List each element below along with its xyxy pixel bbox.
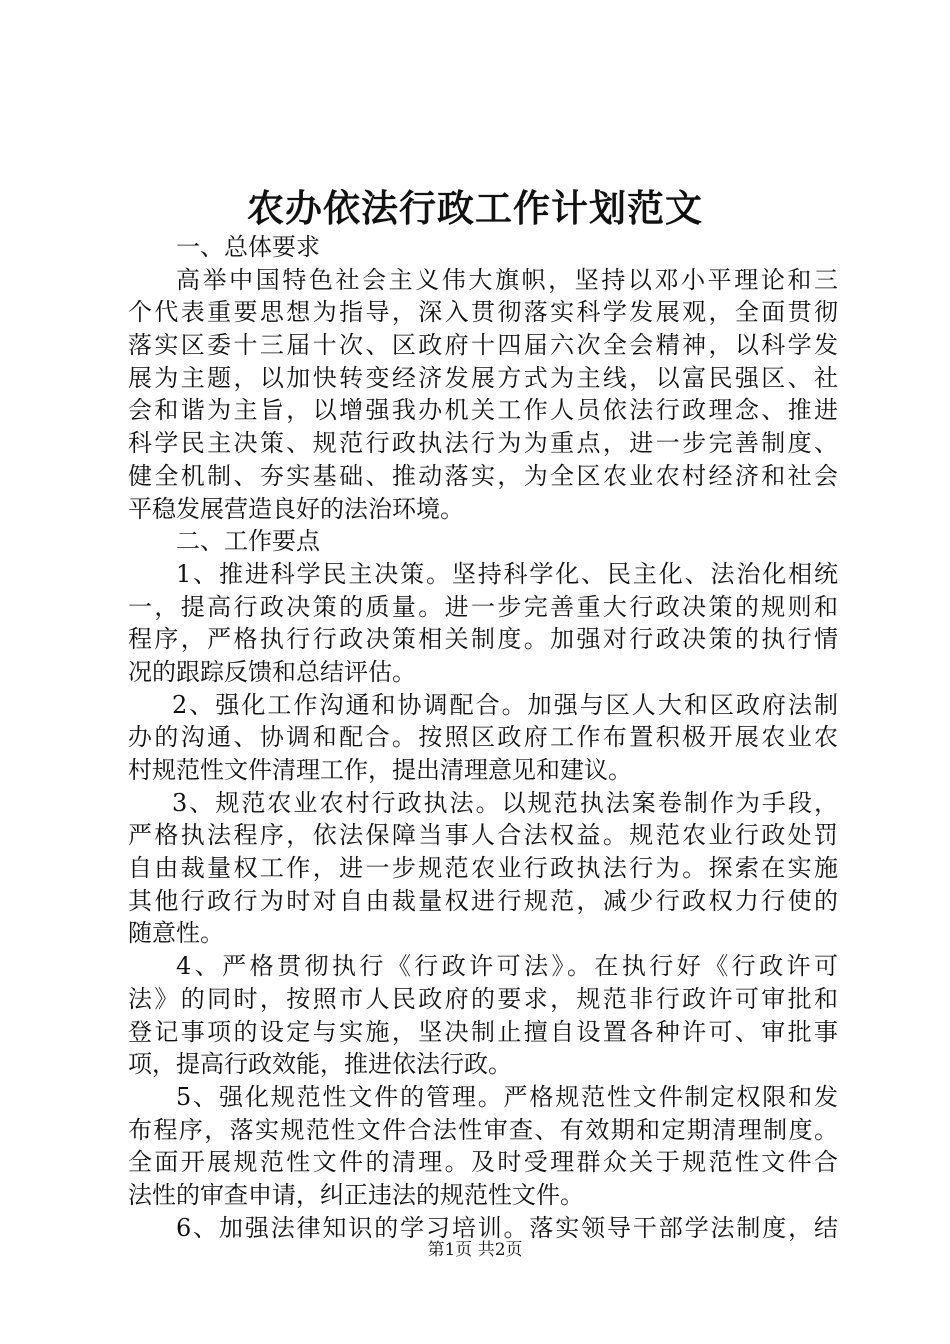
paragraph-line: 随意性。 [128, 919, 224, 948]
paragraph-line: 2、强化工作沟通和协调配合。加强与区人大和区政府法制 [172, 690, 838, 719]
document-body [128, 231, 838, 1244]
paragraph-line: 展为主题，以加快转变经济发展方式为主线，以富民强区、社 [128, 363, 838, 392]
paragraph-line: 办的沟通、协调和配合。按照区政府工作布置积极开展农业农 [128, 723, 838, 752]
paragraph-line: 登记事项的设定与实施，坚决制止擅自设置各种许可、审批事 [128, 1017, 838, 1046]
paragraph-line: 布程序，落实规范性文件合法性审查、有效期和定期清理制度。 [128, 1115, 838, 1144]
document-title: 农办依法行政工作计划范文 [247, 186, 703, 230]
paragraph-line: 全面开展规范性文件的清理。及时受理群众关于规范性文件合 [128, 1148, 838, 1177]
paragraph-line: 严格执法程序，依法保障当事人合法权益。规范农业行政处罚 [128, 821, 838, 850]
paragraph-line: 项，提高行政效能，推进依法行政。 [128, 1050, 512, 1079]
paragraph-line: 落实区委十三届十次、区政府十四届六次全会精神，以科学发 [128, 331, 838, 360]
paragraph-line: 4、严格贯彻执行《行政许可法》。在执行好《行政许可 [176, 952, 838, 981]
page-number-footer: 第1页 共2页 [427, 1240, 523, 1260]
paragraph-line: 况的跟踪反馈和总结评估。 [128, 657, 416, 686]
paragraph-line: 村规范性文件清理工作，提出清理意见和建议。 [128, 756, 632, 784]
paragraph-line: 5、强化规范性文件的管理。严格规范性文件制定权限和发 [176, 1082, 838, 1111]
paragraph-line: 平稳发展营造良好的法治环境。 [128, 494, 464, 523]
paragraph-line: 科学民主决策、规范行政执法行为为重点，进一步完善制度、 [128, 429, 838, 458]
paragraph-line: 3、规范农业农村行政执法。以规范执法案卷制作为手段， [172, 788, 838, 817]
paragraph-line: 个代表重要思想为指导，深入贯彻落实科学发展观，全面贯彻 [128, 298, 838, 327]
paragraph-line: 程序，严格执行行政决策相关制度。加强对行政决策的执行情 [128, 625, 838, 654]
paragraph-line: 法性的审查申请，纠正违法的规范性文件。 [128, 1180, 584, 1209]
paragraph-line: 会和谐为主旨，以增强我办机关工作人员依法行政理念、推进 [128, 396, 838, 425]
paragraph-line: 高举中国特色社会主义伟大旗帜，坚持以邓小平理论和三 [176, 265, 838, 294]
section-heading: 二、工作要点 [176, 527, 320, 556]
paragraph-line: 自由裁量权工作，进一步规范农业行政执法行为。探索在实施 [128, 854, 838, 883]
paragraph-line: 法》的同时，按照市人民政府的要求，规范非行政许可审批和 [128, 984, 838, 1013]
paragraph-line: 1、推进科学民主决策。坚持科学化、民主化、法治化相统 [176, 559, 838, 588]
paragraph-line: 其他行政行为时对自由裁量权进行规范，减少行政权力行使的 [128, 886, 838, 915]
section-heading: 一、总体要求 [176, 233, 320, 261]
paragraph-line: 一，提高行政决策的质量。进一步完善重大行政决策的规则和 [128, 592, 838, 621]
paragraph-line: 健全机制、夯实基础、推动落实，为全区农业农村经济和社会 [128, 461, 838, 490]
paragraph-line: 6、加强法律知识的学习培训。落实领导干部学法制度，结 [176, 1213, 838, 1242]
